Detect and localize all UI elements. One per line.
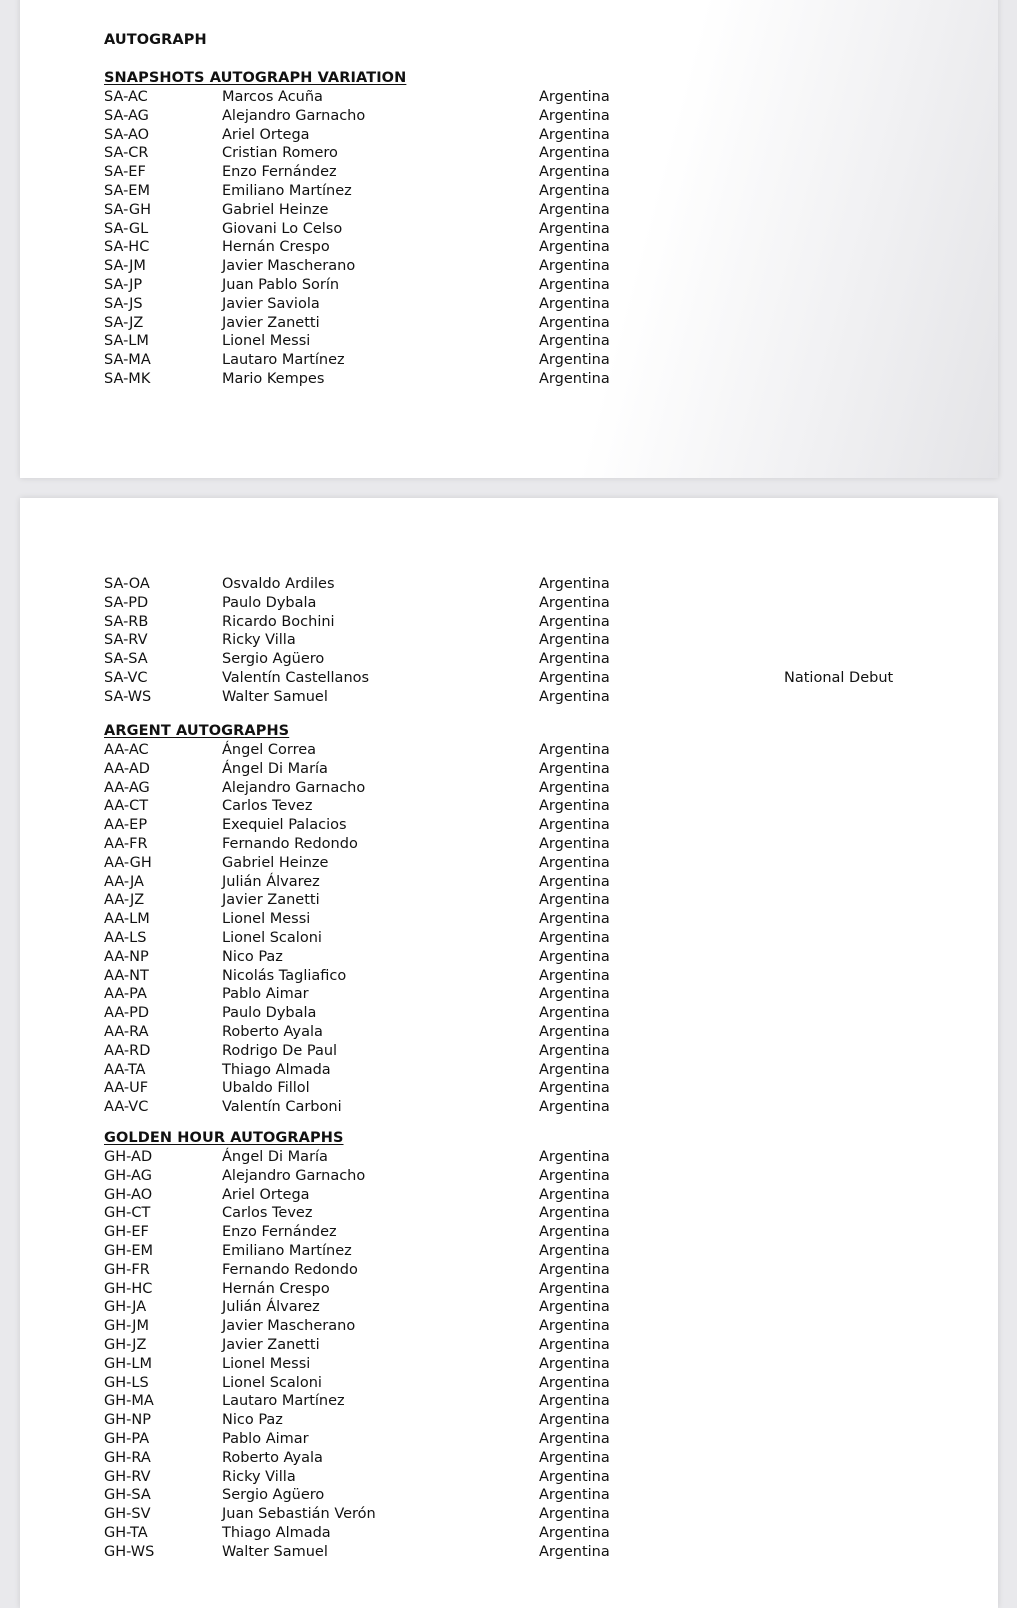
player-name: Mario Kempes [222,370,325,387]
player-country: Argentina [539,817,610,834]
player-name: Lautaro Martínez [222,1393,345,1410]
card-code: SA-SA [104,651,148,668]
table-row [104,669,984,688]
player-country: Argentina [539,1224,610,1241]
card-code: AA-JZ [104,892,145,909]
player-country: Argentina [539,1374,610,1391]
card-code: SA-GL [104,220,149,237]
table-row [104,948,984,967]
card-code: AA-RD [104,1042,151,1059]
table-row [104,332,984,351]
player-name: Lionel Scaloni [222,929,322,946]
player-name: Nico Paz [222,1412,283,1429]
player-name: Roberto Ayala [222,1449,323,1466]
player-country: Argentina [539,1299,610,1316]
player-country: Argentina [539,201,610,218]
table-row [104,1186,984,1205]
card-code: GH-EF [104,1224,149,1241]
player-country: Argentina [539,986,610,1003]
card-code: GH-JM [104,1318,149,1335]
table-row [104,1486,984,1505]
player-country: Argentina [539,89,610,105]
player-country: Argentina [539,1506,610,1523]
player-name: Julián Álvarez [222,873,320,890]
player-name: Roberto Ayala [222,1023,323,1040]
player-country: Argentina [539,1242,610,1259]
table-row [104,201,984,220]
player-country: Argentina [539,835,610,852]
table-row [104,1042,984,1061]
player-country: Argentina [539,239,610,256]
card-code: SA-LM [104,333,149,350]
card-code: SA-JM [104,258,146,275]
player-country: Argentina [539,1261,610,1278]
player-country: Argentina [539,688,610,705]
player-name: Ubaldo Fillol [222,1080,310,1097]
card-code: AA-AC [104,742,149,758]
card-code: AA-NT [104,967,149,984]
player-country: Argentina [539,164,610,181]
card-code: SA-PD [104,594,149,611]
table-row [104,688,984,707]
card-code: GH-AG [104,1167,152,1184]
table-row [104,1374,984,1393]
card-code: GH-JA [104,1299,147,1316]
table-row [104,1079,984,1098]
player-country: Argentina [539,333,610,350]
table-row [104,1355,984,1374]
card-code: GH-SV [104,1506,151,1523]
table-row [104,816,984,835]
player-country: Argentina [539,352,610,369]
player-country: Argentina [539,798,610,815]
player-country: Argentina [539,1149,610,1165]
player-name: Ángel Di María [222,760,328,777]
card-code: SA-OA [104,576,150,592]
player-country: Argentina [539,220,610,237]
player-country: Argentina [539,948,610,965]
player-name: Cristian Romero [222,145,338,162]
table-row [104,107,984,126]
card-code: GH-JZ [104,1336,147,1353]
player-name: Alejandro Garnacho [222,107,366,124]
player-name: Osvaldo Ardiles [222,576,335,592]
table-row [104,1280,984,1299]
table-row [104,1449,984,1468]
section-title-snapshots: SNAPSHOTS AUTOGRAPH VARIATION [104,70,407,86]
player-name: Fernando Redondo [222,1261,358,1278]
card-code: GH-NP [104,1412,151,1429]
player-country: Argentina [539,576,610,592]
card-code: AA-LM [104,911,150,928]
card-code: SA-MA [104,352,151,369]
card-code: SA-AG [104,107,149,124]
table-row [104,182,984,201]
card-code: AA-CT [104,798,149,815]
table-row [104,1167,984,1186]
player-country: Argentina [539,295,610,312]
player-country: Argentina [539,1393,610,1410]
player-name: Javier Zanetti [222,1336,320,1353]
card-code: SA-AO [104,126,150,143]
player-country: Argentina [539,967,610,984]
player-country: Argentina [539,1412,610,1429]
card-code: SA-RV [104,632,148,649]
player-country: Argentina [539,1524,610,1541]
player-name: Lautaro Martínez [222,352,345,369]
player-name: Nico Paz [222,948,283,965]
player-name: Valentín Carboni [222,1099,342,1116]
table-row [104,257,984,276]
player-country: Argentina [539,669,610,686]
player-country: Argentina [539,1543,610,1560]
card-code: AA-EP [104,817,148,834]
card-code: GH-MA [104,1393,154,1410]
table-row [104,276,984,295]
card-code: GH-CT [104,1205,151,1222]
table-row [104,1261,984,1280]
player-name: Juan Sebastián Verón [222,1506,376,1523]
card-code: SA-CR [104,145,149,162]
player-name: Enzo Fernández [222,1224,337,1241]
player-name: Javier Mascherano [222,258,356,275]
player-name: Julián Álvarez [222,1299,320,1316]
table-row [104,797,984,816]
player-name: Paulo Dybala [222,594,317,611]
card-code: GH-LS [104,1374,149,1391]
table-row [104,238,984,257]
table-row [104,1430,984,1449]
table-row [104,1148,984,1167]
card-code: GH-EM [104,1242,154,1259]
card-code: AA-FR [104,835,148,852]
card-code: SA-JS [104,295,143,312]
player-name: Walter Samuel [222,1543,328,1560]
card-code: SA-EF [104,164,146,181]
table-row [104,1524,984,1543]
section-title-argent: ARGENT AUTOGRAPHS [104,723,290,739]
player-name: Pablo Aimar [222,986,309,1003]
player-name: Javier Mascherano [222,1318,356,1335]
player-name: Lionel Messi [222,911,311,928]
player-name: Enzo Fernández [222,164,337,181]
card-code: SA-AC [104,89,148,105]
table-row [104,314,984,333]
player-name: Ricky Villa [222,1468,296,1485]
table-row [104,1098,984,1117]
card-code: AA-RA [104,1023,149,1040]
table-row [104,929,984,948]
card-code: GH-TA [104,1524,148,1541]
player-name: Carlos Tevez [222,1205,313,1222]
player-country: Argentina [539,276,610,293]
table-row [104,575,984,594]
card-code: GH-RA [104,1449,151,1466]
player-country: Argentina [539,929,610,946]
card-code: GH-SA [104,1487,151,1504]
player-name: Ricardo Bochini [222,613,335,630]
player-country: Argentina [539,613,610,630]
card-code: GH-PA [104,1430,150,1447]
player-country: Argentina [539,1042,610,1059]
table-row [104,594,984,613]
player-name: Paulo Dybala [222,1005,317,1022]
player-name: Emiliano Martínez [222,182,352,199]
table-row [104,220,984,239]
player-name: Emiliano Martínez [222,1242,352,1259]
card-code: SA-WS [104,688,152,705]
player-name: Ariel Ortega [222,1186,310,1203]
player-name: Carlos Tevez [222,798,313,815]
table-row [104,891,984,910]
card-code: AA-NP [104,948,149,965]
table-row [104,1223,984,1242]
table-row [104,760,984,779]
card-code: AA-TA [104,1061,146,1078]
table-row [104,613,984,632]
player-name: Hernán Crespo [222,239,330,256]
player-name: Alejandro Garnacho [222,779,366,796]
player-country: Argentina [539,911,610,928]
table-row [104,370,984,389]
player-name: Exequiel Palacios [222,817,347,834]
player-country: Argentina [539,1468,610,1485]
player-name: Nicolás Tagliafico [222,967,347,984]
snapshots-list-page2 [104,575,984,707]
player-country: Argentina [539,1080,610,1097]
table-row [104,1543,984,1562]
card-code: AA-AG [104,779,150,796]
player-country: Argentina [539,1186,610,1203]
player-name: Thiago Almada [222,1524,331,1541]
table-row [104,295,984,314]
document-page-1 [20,0,998,478]
player-country: Argentina [539,314,610,331]
card-code: SA-HC [104,239,150,256]
table-row [104,126,984,145]
card-code: GH-FR [104,1261,150,1278]
player-country: Argentina [539,1005,610,1022]
player-country: Argentina [539,1023,610,1040]
player-country: Argentina [539,651,610,668]
player-country: Argentina [539,873,610,890]
player-name: Hernán Crespo [222,1280,330,1297]
card-code: GH-HC [104,1280,153,1297]
player-name: Giovani Lo Celso [222,220,343,237]
card-code: AA-UF [104,1080,149,1097]
card-code: SA-GH [104,201,151,218]
table-row [104,1061,984,1080]
table-row [104,985,984,1004]
table-row [104,835,984,854]
player-name: Javier Saviola [222,295,320,312]
player-country: Argentina [539,1318,610,1335]
card-code: GH-AD [104,1149,153,1165]
player-country: Argentina [539,1449,610,1466]
document-title: AUTOGRAPH [104,32,207,48]
table-row [104,1411,984,1430]
card-code: AA-JA [104,873,144,890]
table-row [104,1242,984,1261]
player-country: Argentina [539,632,610,649]
table-row [104,1505,984,1524]
player-name: Sergio Agüero [222,651,325,668]
player-country: Argentina [539,126,610,143]
table-row [104,910,984,929]
document-page-2 [20,498,998,1608]
card-code: SA-JZ [104,314,144,331]
card-code: GH-AO [104,1186,153,1203]
table-row [104,650,984,669]
player-name: Lionel Messi [222,1355,311,1372]
player-country: Argentina [539,1061,610,1078]
table-row [104,1298,984,1317]
player-name: Alejandro Garnacho [222,1167,366,1184]
card-code: AA-PD [104,1005,150,1022]
player-country: Argentina [539,145,610,162]
table-row [104,144,984,163]
table-row [104,873,984,892]
player-name: Lionel Scaloni [222,1374,322,1391]
card-code: AA-GH [104,854,152,871]
player-country: Argentina [539,779,610,796]
table-row [104,631,984,650]
card-code: AA-LS [104,929,147,946]
player-country: Argentina [539,258,610,275]
card-code: SA-JP [104,276,143,293]
card-code: GH-LM [104,1355,152,1372]
player-country: Argentina [539,1280,610,1297]
player-name: Rodrigo De Paul [222,1042,338,1059]
player-name: Juan Pablo Sorín [222,276,340,293]
player-name: Valentín Castellanos [222,669,370,686]
table-row [104,88,984,107]
player-name: Ricky Villa [222,632,296,649]
card-code: AA-PA [104,986,147,1003]
table-row [104,351,984,370]
player-country: Argentina [539,594,610,611]
player-name: Javier Zanetti [222,314,320,331]
player-name: Javier Zanetti [222,892,320,909]
table-row [104,967,984,986]
table-row [104,1004,984,1023]
player-name: Walter Samuel [222,688,328,705]
player-country: Argentina [539,760,610,777]
player-country: Argentina [539,370,610,387]
player-country: Argentina [539,107,610,124]
player-country: Argentina [539,854,610,871]
card-code: SA-RB [104,613,149,630]
player-country: Argentina [539,742,610,758]
player-name: Ariel Ortega [222,126,310,143]
player-country: Argentina [539,1355,610,1372]
player-country: Argentina [539,1336,610,1353]
player-name: Pablo Aimar [222,1430,309,1447]
table-row [104,854,984,873]
card-code: AA-AD [104,760,150,777]
player-name: Gabriel Heinze [222,854,329,871]
card-code: AA-VC [104,1099,149,1116]
table-row [104,163,984,182]
card-code: SA-MK [104,370,151,387]
player-country: Argentina [539,892,610,909]
player-country: Argentina [539,1167,610,1184]
table-row [104,1468,984,1487]
player-country: Argentina [539,182,610,199]
player-country: Argentina [539,1430,610,1447]
player-name: Fernando Redondo [222,835,358,852]
snapshots-list-page1 [104,88,984,389]
table-row [104,741,984,760]
player-country: Argentina [539,1487,610,1504]
golden-hour-list [104,1148,984,1562]
player-name: Ángel Correa [222,742,317,758]
card-code: GH-WS [104,1543,155,1560]
card-code: GH-RV [104,1468,151,1485]
player-country: Argentina [539,1205,610,1222]
table-row [104,1023,984,1042]
player-name: Gabriel Heinze [222,201,329,218]
table-row [104,1336,984,1355]
card-code: SA-EM [104,182,150,199]
card-note: National Debut [784,669,894,686]
table-row [104,1317,984,1336]
table-row [104,1204,984,1223]
section-title-golden-hour: GOLDEN HOUR AUTOGRAPHS [104,1130,344,1146]
player-name: Lionel Messi [222,333,311,350]
player-name: Thiago Almada [222,1061,331,1078]
argent-list [104,741,984,1117]
card-code: SA-VC [104,669,148,686]
player-country: Argentina [539,1099,610,1116]
player-name: Marcos Acuña [222,89,323,105]
table-row [104,779,984,798]
player-name: Sergio Agüero [222,1487,325,1504]
player-name: Ángel Di María [222,1149,328,1165]
table-row [104,1392,984,1411]
